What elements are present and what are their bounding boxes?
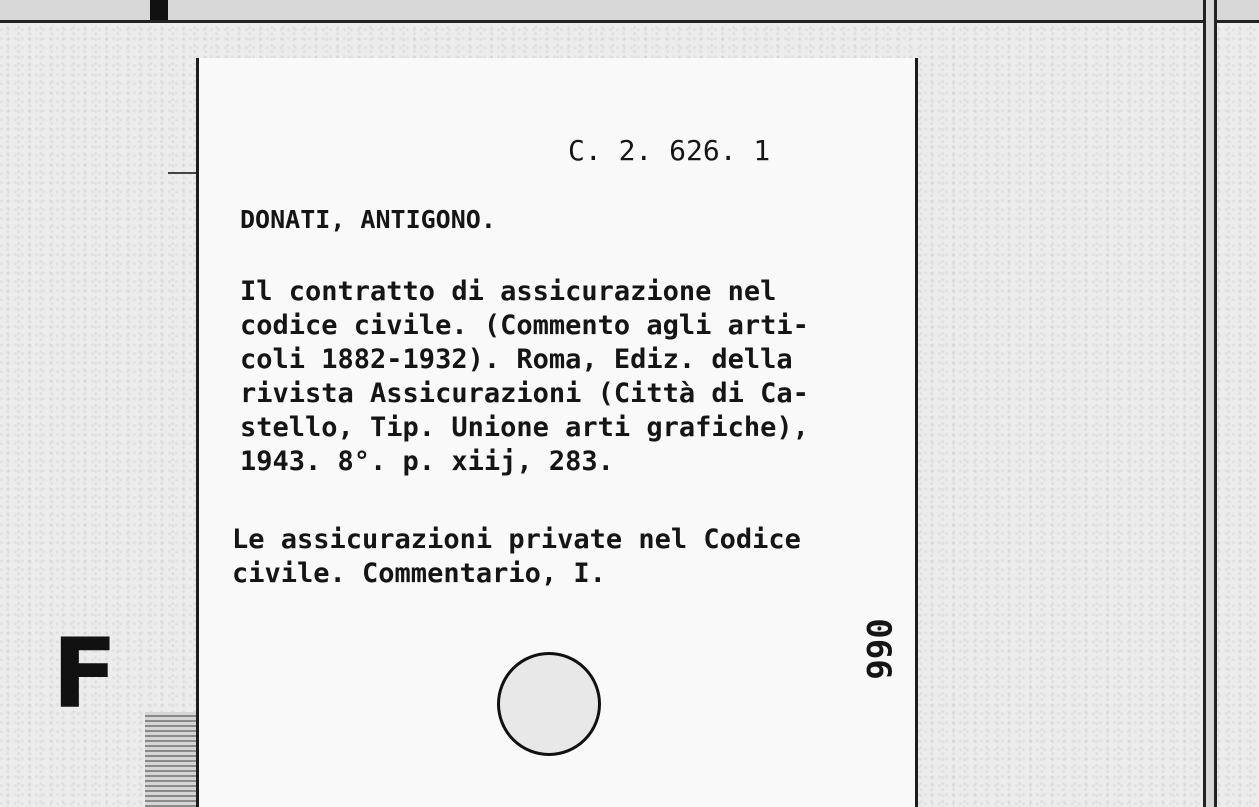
punch-hole	[497, 652, 601, 756]
call-number: C. 2. 626. 1	[568, 134, 771, 167]
entry-line: 1943. 8°. p. xiij, 283.	[240, 446, 614, 477]
entry-line: rivista Assicurazioni (Città di Ca-	[240, 378, 809, 409]
entry-line: Il contratto di assicurazione nel	[240, 276, 777, 307]
entry-line: codice civile. (Commento agli arti-	[240, 310, 809, 341]
rotated-side-number: 066	[858, 618, 898, 680]
author-heading: DONATI, ANTIGONO.	[240, 205, 496, 234]
entry-line: coli 1882-1932). Roma, Ediz. della	[240, 344, 793, 375]
top-card-edge	[0, 0, 1259, 23]
note-line: civile. Commentario, I.	[232, 558, 606, 589]
entry-line: stello, Tip. Unione arti grafiche),	[240, 412, 809, 443]
note-line: Le assicurazioni private nel Codice	[232, 524, 801, 555]
top-notch-mark	[150, 0, 168, 20]
margin-letter: F	[52, 618, 118, 730]
right-card-edge	[1203, 0, 1217, 807]
